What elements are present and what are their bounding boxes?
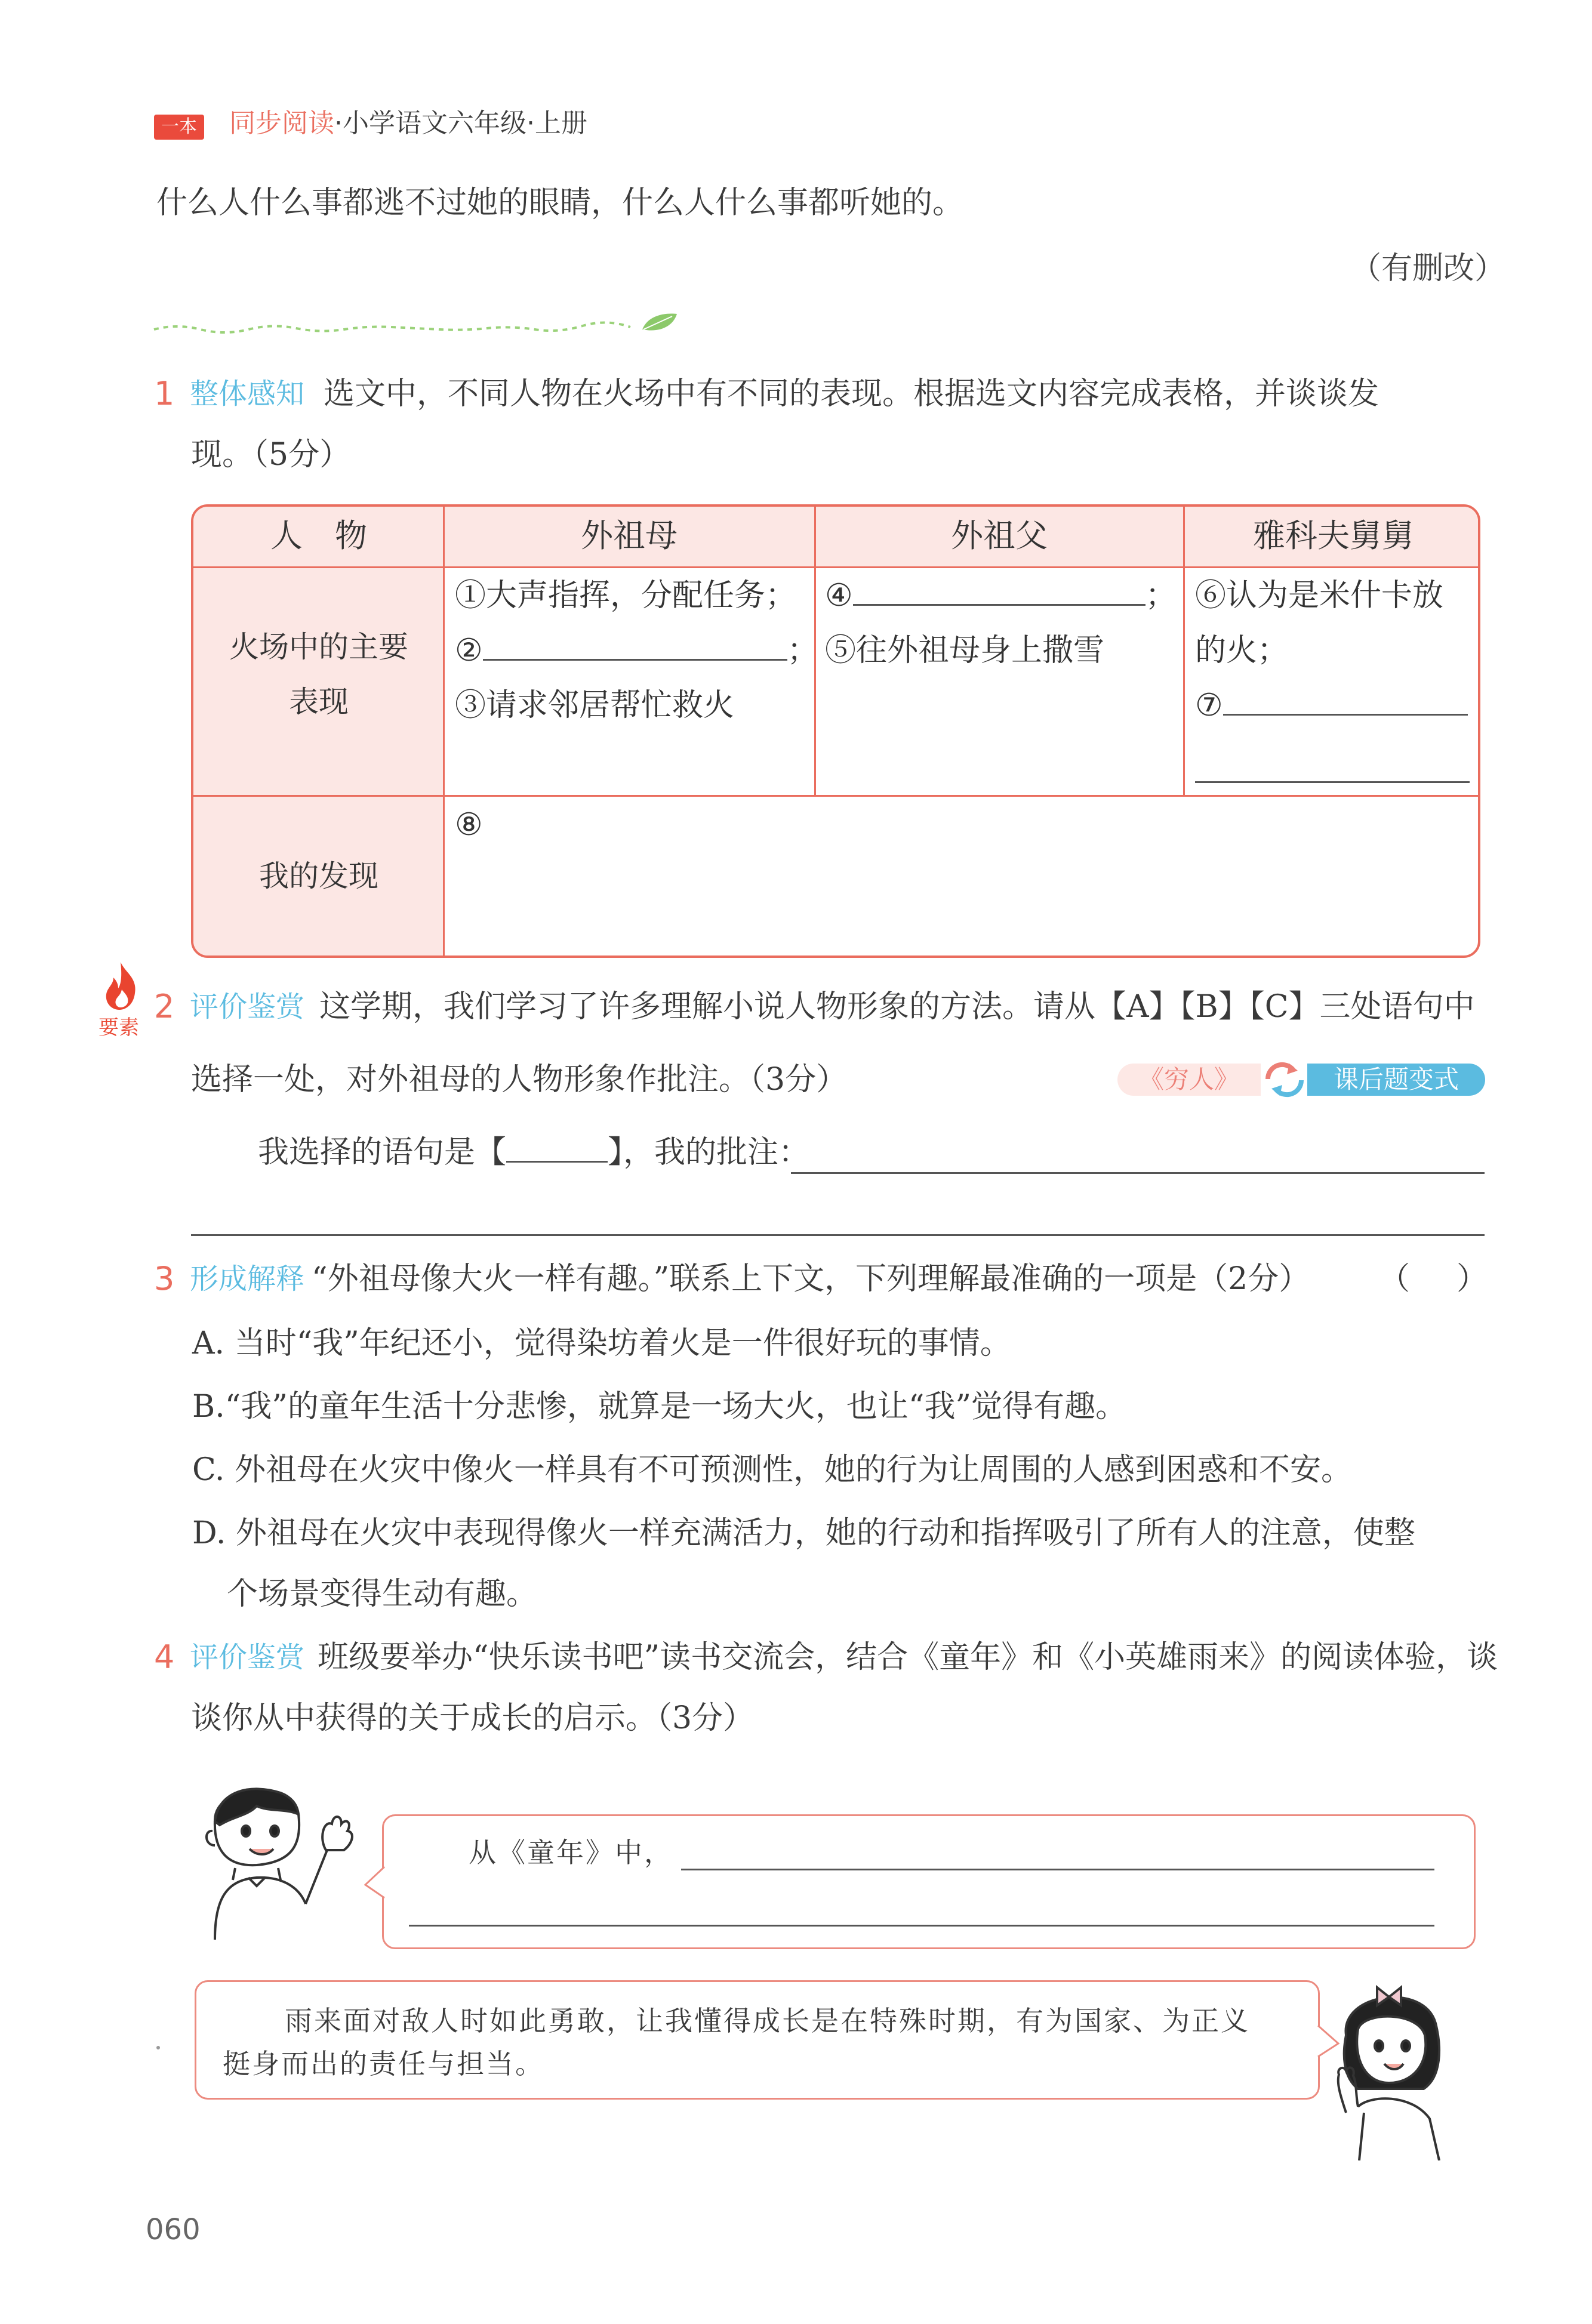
q4-stem-line1: 班级要举办“快乐读书吧”读书交流会，结合《童年》和《小英雄雨来》的阅读体验，谈 [318, 1639, 1498, 1675]
q2-tag: 评价鉴赏 [190, 990, 305, 1024]
grandma-item-2-num: ② [455, 633, 483, 668]
q1-table [191, 504, 1480, 958]
passage-last-line: 什么人什么事都逃不过她的眼睛，什么人什么事都听她的。 [156, 185, 964, 221]
row-label-performance-1: 火场中的主要 [229, 630, 408, 664]
flame-icon [96, 960, 146, 1013]
boy-bubble-tail [364, 1864, 386, 1900]
q3-option-d-line2: 个场景变得生动有趣。 [227, 1576, 538, 1612]
series-title-rest: 小学语文六年级·上册 [343, 108, 587, 138]
boy-illustration-icon [191, 1767, 370, 1940]
q2-annotation-blank-1[interactable] [791, 1172, 1485, 1174]
uncle-item-6-line1: ⑥认为是米什卡放 [1195, 578, 1444, 614]
q3-number: 3 [154, 1260, 175, 1297]
finding-answer-area[interactable] [492, 805, 1459, 942]
q3-option-c[interactable]: C. 外祖母在火灾中像火一样具有不可预测性，她的行为让周围的人感到困惑和不安。 [192, 1452, 1352, 1488]
series-title-sep: · [334, 108, 343, 138]
grandma-item-2 [455, 630, 818, 671]
uncle-item-7-blank[interactable] [1223, 714, 1468, 716]
source-label: 课后题变式 [1307, 1064, 1485, 1096]
grandma-item-3: ③请求邻居帮忙救火 [455, 688, 735, 723]
source-book: 《穷人》 [1117, 1064, 1261, 1096]
q2-stem-line2: 选择一处，对外祖母的人物形象作批注。（3分） [191, 1062, 848, 1098]
table-row-label-column [193, 566, 444, 958]
margin-dot [156, 2046, 160, 2049]
q3-paren-close: ） [1456, 1261, 1488, 1297]
q3-option-a[interactable]: A. 当时“我”年纪还小，觉得染坊着火是一件很好玩的事情。 [192, 1326, 1011, 1361]
q2-choice-blank[interactable] [506, 1161, 608, 1163]
boy-answer-blank-1[interactable] [681, 1869, 1434, 1870]
q4-number: 4 [154, 1638, 175, 1676]
girl-line-1: 雨来面对敌人时如此勇敢，让我懂得成长是在特殊时期，有为国家、为正义 [285, 2005, 1250, 2037]
finding-item-8: ⑧ [455, 807, 483, 843]
q4-tag: 评价鉴赏 [190, 1641, 305, 1674]
girl-line-2: 挺身而出的责任与担当。 [223, 2048, 544, 2080]
q1-stem-line2: 现。（5分） [191, 437, 351, 473]
page-number: 060 [146, 2213, 201, 2246]
boy-speech-bubble [382, 1814, 1476, 1949]
grandma-item-2-end: ； [787, 633, 818, 668]
table-head-grandpa: 外祖父 [951, 517, 1048, 554]
uncle-item-7 [1195, 685, 1468, 726]
q2-number: 2 [154, 988, 175, 1025]
q3-tag: 形成解释 [190, 1262, 305, 1296]
q1-number: 1 [154, 375, 175, 412]
q1-stem-line1: 选文中，不同人物在火场中有不同的表现。根据选文内容完成表格，并谈谈发 [324, 376, 1379, 412]
q3-option-b[interactable]: B.“我”的童年生活十分悲惨，就算是一场大火，也让“我”觉得有趣。 [192, 1389, 1127, 1425]
row-label-performance-2: 表现 [289, 685, 349, 719]
source-note: （有删改） [1350, 251, 1506, 286]
uncle-item-7-num: ⑦ [1195, 688, 1223, 723]
grandpa-item-4-num: ④ [825, 578, 853, 614]
q4-stem-line2: 谈你从中获得的关于成长的启示。（3分） [191, 1700, 755, 1736]
brand-logo-badge: 一本 [154, 115, 204, 140]
q2-stem-line1: 这学期，我们学习了许多理解小说人物形象的方法。请从【A】【B】【C】三处语句中 [319, 989, 1475, 1025]
grandpa-item-4 [825, 575, 1177, 617]
uncle-item-6-line2: 的火； [1195, 633, 1289, 668]
grandpa-item-4-blank[interactable] [853, 604, 1145, 606]
q2-source-tag [1117, 1061, 1485, 1098]
q2-answer-mid: 】，我的批注： [608, 1135, 810, 1170]
table-head-grandma: 外祖母 [581, 517, 678, 554]
q2-answer-prefix: 我选择的语句是【 [258, 1135, 507, 1170]
q1-tag: 整体感知 [190, 377, 305, 411]
q3-paren-open: （ [1379, 1261, 1411, 1297]
grandpa-item-4-end: ； [1145, 578, 1177, 614]
table-head-person: 人 物 [270, 517, 367, 554]
refresh-arrows-icon [1260, 1061, 1310, 1098]
boy-prompt: 从《童年》中， [469, 1836, 673, 1869]
grandma-item-2-blank[interactable] [483, 659, 787, 661]
q2-annotation-blank-2[interactable] [191, 1234, 1485, 1236]
girl-illustration-icon [1322, 1964, 1459, 2160]
q3-stem: “外祖母像大火一样有趣。”联系上下文，下列理解最准确的一项是（2分） [312, 1261, 1310, 1297]
row-label-finding: 我的发现 [259, 859, 378, 893]
table-head-uncle: 雅科夫舅舅 [1253, 517, 1414, 554]
q3-option-d-line1[interactable]: D. 外祖母在火灾中表现得像火一样充满活力，她的行动和指挥吸引了所有人的注意，使整 [192, 1515, 1415, 1551]
q2-badge: 要素 [98, 1016, 139, 1040]
grandpa-item-5: ⑤往外祖母身上撒雪 [825, 633, 1105, 668]
boy-answer-blank-2[interactable] [409, 1925, 1434, 1927]
q2-answer-line [258, 1132, 809, 1173]
girl-speech-bubble [195, 1980, 1320, 2100]
uncle-item-7-blank-2[interactable] [1195, 781, 1470, 783]
series-title-main: 同步阅读 [229, 108, 334, 138]
grandma-item-1: ①大声指挥，分配任务； [455, 578, 797, 614]
series-title [229, 104, 587, 143]
leaf-divider-icon [153, 312, 678, 335]
